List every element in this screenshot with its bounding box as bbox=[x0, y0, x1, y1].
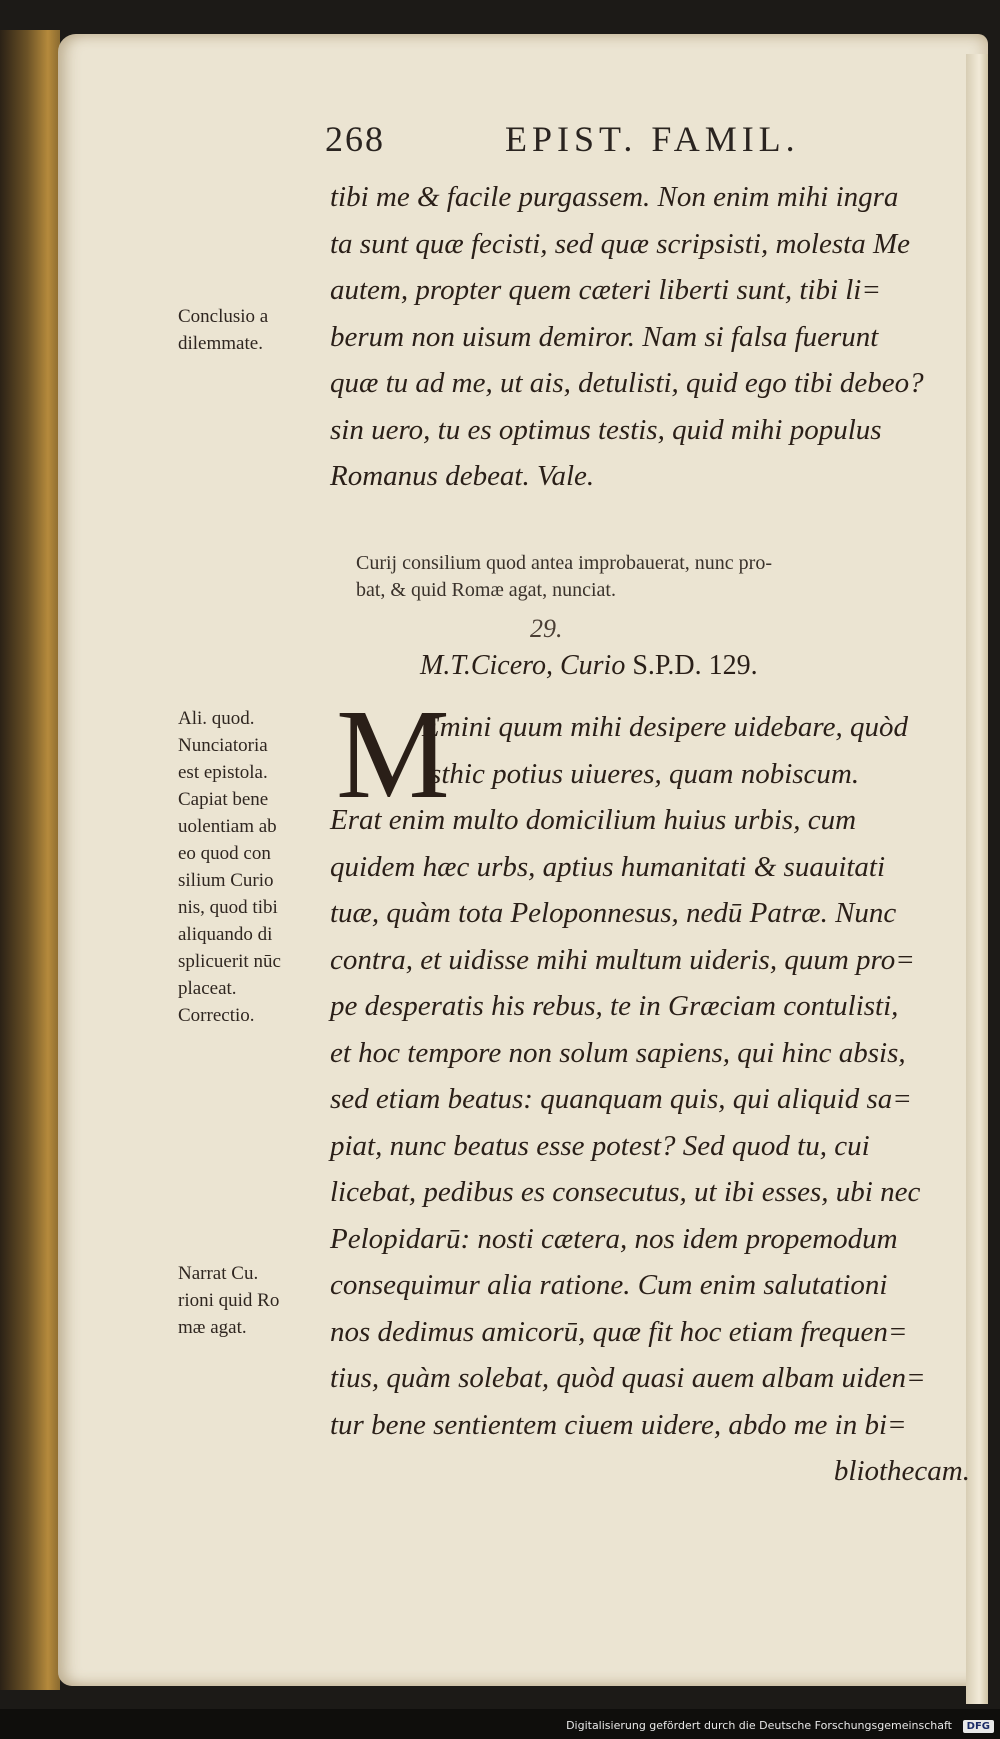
text-line: quidem hæc urbs, aptius humanitati & suauitati bbox=[330, 850, 886, 883]
text-line: tur bene sentientem ciuem uidere, abdo me in bi= bbox=[330, 1408, 907, 1441]
marginal-line: Nunciatoria bbox=[178, 735, 268, 756]
marginal-line: rioni quid Ro bbox=[178, 1290, 280, 1311]
text-line: sed etiam beatus: quanquam quis, qui aliquid sa= bbox=[330, 1083, 912, 1115]
page-number: 268 bbox=[325, 119, 385, 159]
digitization-credit: Digitalisierung gefördert durch die Deutsche Forschungsgemeinschaft bbox=[566, 1719, 952, 1732]
letter-ending-text bbox=[330, 174, 970, 500]
letter-summary bbox=[356, 550, 966, 604]
marginal-line: dilemmate. bbox=[178, 333, 263, 354]
marginal-line: Conclusio a bbox=[178, 306, 269, 327]
marginal-line: eo quod con bbox=[178, 843, 271, 864]
marginal-note bbox=[178, 705, 328, 1029]
marginal-line: placeat. bbox=[178, 978, 237, 999]
footer-bar bbox=[0, 1709, 1000, 1739]
salutation-name: M.T.Cicero, Curio bbox=[420, 650, 626, 681]
letter-body-text bbox=[330, 704, 970, 1495]
marginal-note bbox=[178, 303, 328, 357]
marginal-line: splicuerit nūc bbox=[178, 951, 281, 972]
marginal-line: mæ agat. bbox=[178, 1317, 247, 1338]
book-binding bbox=[0, 30, 60, 1690]
marginal-line: Narrat Cu. bbox=[178, 1263, 259, 1284]
text-line: berum non uisum demiror. Nam si falsa fuerunt bbox=[330, 320, 879, 353]
text-line: tibi me & facile purgassem. Non enim mihi ingra bbox=[330, 181, 899, 213]
text-line: quæ tu ad me, ut ais, detulisti, quid ego tibi debeo? bbox=[330, 367, 924, 399]
marginal-line: est epistola. bbox=[178, 762, 268, 783]
text-line: Emini quum mihi desipere uidebare, quòd bbox=[422, 711, 908, 743]
handwritten-letter-number: 29. bbox=[530, 614, 563, 643]
catchword-line: bliothecam. bbox=[833, 1455, 970, 1487]
text-line: isthic potius uiueres, quam nobiscum. bbox=[422, 757, 860, 790]
text-line: sin uero, tu es optimus testis, quid mihi populus bbox=[330, 413, 882, 446]
dfg-logo: DFG bbox=[963, 1720, 994, 1733]
summary-line: Curij consilium quod antea improbauerat, nunc pro- bbox=[356, 552, 773, 574]
page-header bbox=[325, 118, 925, 164]
text-line: tuæ, quàm tota Peloponnesus, nedū Patræ. Nunc bbox=[330, 897, 897, 929]
text-line: pe desperatis his rebus, te in Græciam contulisti, bbox=[330, 990, 899, 1022]
letter-number: 129. bbox=[708, 650, 758, 681]
text-line: contra, et uidisse mihi multum uideris, quum pro= bbox=[330, 943, 915, 976]
text-line: Pelopidarū: nosti cætera, nos idem propemodum bbox=[330, 1222, 898, 1255]
marginal-line: uolentiam ab bbox=[178, 816, 277, 837]
running-head: EPIST. FAMIL. bbox=[505, 119, 800, 159]
text-line: Romanus debeat. Vale. bbox=[330, 460, 595, 492]
summary-line: bat, & quid Romæ agat, nunciat. bbox=[356, 579, 616, 601]
text-line: tius, quàm solebat, quòd quasi auem albam uiden= bbox=[330, 1362, 926, 1394]
text-line: consequimur alia ratione. Cum enim salutationi bbox=[330, 1269, 888, 1301]
text-line: nos dedimus amicorū, quæ fit hoc etiam frequen= bbox=[330, 1315, 908, 1348]
text-line: Erat enim multo domicilium huius urbis, cum bbox=[330, 804, 857, 836]
drop-cap-initial: M bbox=[336, 683, 450, 825]
marginal-line: aliquando di bbox=[178, 924, 273, 945]
text-line: licebat, pedibus es consecutus, ut ibi esses, ubi nec bbox=[330, 1176, 921, 1208]
marginal-line: Ali. quod. bbox=[178, 708, 255, 729]
text-line: ta sunt quæ fecisti, sed quæ scripsisti, molesta Me bbox=[330, 227, 910, 260]
text-line: autem, propter quem cæteri liberti sunt, tibi li= bbox=[330, 274, 881, 306]
marginal-line: nis, quod tibi bbox=[178, 897, 278, 918]
marginal-line: Capiat bene bbox=[178, 789, 269, 810]
marginal-line: silium Curio bbox=[178, 870, 274, 891]
marginal-note bbox=[178, 1260, 328, 1341]
marginal-line: Correctio. bbox=[178, 1005, 255, 1026]
text-line: et hoc tempore non solum sapiens, qui hinc absis, bbox=[330, 1036, 906, 1069]
text-line: piat, nunc beatus esse potest? Sed quod tu, cui bbox=[330, 1129, 870, 1162]
salutation-formula: S.P.D. bbox=[632, 650, 702, 681]
letter-salutation bbox=[420, 650, 758, 682]
